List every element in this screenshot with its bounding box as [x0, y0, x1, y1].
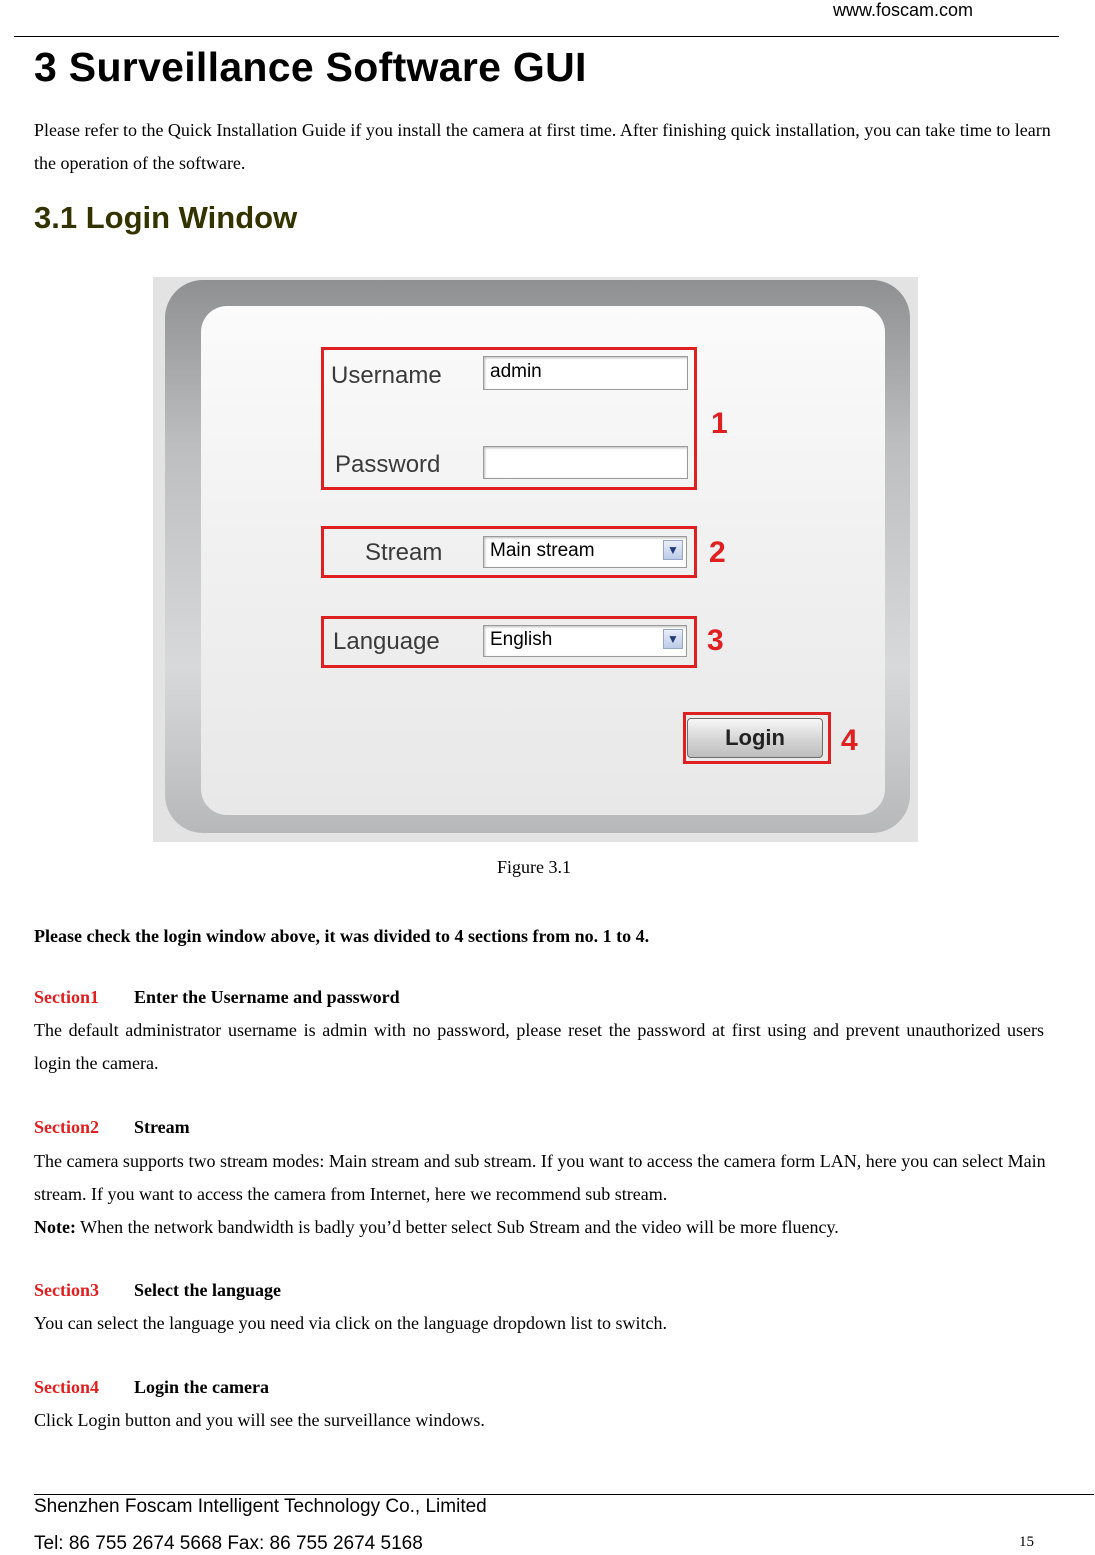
marker-4: 4: [841, 724, 858, 757]
footer-rule: [34, 1494, 1094, 1495]
section2-tag: Section2: [34, 1117, 99, 1137]
section4-tag: Section4: [34, 1377, 99, 1397]
section-title: 3.1 Login Window: [34, 200, 298, 235]
username-label: Username: [331, 362, 442, 389]
password-input[interactable]: [483, 446, 688, 479]
section2-note: [34, 1211, 1074, 1244]
login-panel-frame: [165, 280, 910, 833]
section4-title: Login the camera: [134, 1377, 269, 1397]
section4-body: Click Login button and you will see the surveillance windows.: [34, 1410, 485, 1430]
section3-body: You can select the language you need via click on the language dropdown list to switch.: [34, 1313, 668, 1333]
section1-tag: Section1: [34, 987, 99, 1007]
footer-contact: Tel: 86 755 2674 5668 Fax: 86 755 2674 5168: [34, 1533, 423, 1554]
note-label: Note:: [34, 1217, 76, 1237]
footer-company: Shenzhen Foscam Intelligent Technology Co., Limited: [34, 1496, 487, 1517]
chapter-title: 3 Surveillance Software GUI: [34, 44, 587, 90]
stream-value: Main stream: [490, 540, 595, 561]
stream-select[interactable]: [483, 536, 687, 568]
section3-title: Select the language: [134, 1280, 281, 1300]
login-button[interactable]: Login: [687, 718, 823, 758]
section2-body: The camera supports two stream modes: Main stream and sub stream. If you want to access the camera form LAN, here you can select Main stream. If you want to access the camera from Internet, here we recommend sub stream.: [34, 1151, 1046, 1204]
chevron-down-icon[interactable]: ▼: [663, 629, 683, 649]
marker-3: 3: [707, 624, 724, 657]
section1-body: The default administrator username is admin with no password, please reset the password at first using and prevent unauthorized users login the camera.: [34, 1020, 1044, 1073]
language-label: Language: [333, 628, 440, 655]
section2-heading: [34, 1117, 190, 1138]
chevron-down-icon[interactable]: ▼: [663, 540, 683, 560]
section1-title: Enter the Username and password: [134, 987, 400, 1007]
section4-heading: [34, 1377, 269, 1398]
page-number: 15: [1019, 1534, 1034, 1550]
login-window-figure: [153, 277, 918, 842]
site-url: www.foscam.com: [833, 0, 974, 20]
figure-caption: Figure 3.1: [497, 857, 571, 877]
language-value: English: [490, 629, 553, 650]
username-input[interactable]: admin: [483, 356, 688, 390]
header-rule: [14, 36, 1059, 37]
stream-label: Stream: [365, 539, 443, 566]
language-select[interactable]: [483, 625, 687, 657]
section3-heading: [34, 1280, 281, 1301]
marker-2: 2: [709, 536, 726, 569]
intro-paragraph: Please refer to the Quick Installation Guide if you install the camera at first time. After finishing quick installation, you can take time to learn the operation of the software.: [34, 120, 1051, 173]
section1-heading: [34, 987, 400, 1008]
section3-tag: Section3: [34, 1280, 99, 1300]
summary-text: Please check the login window above, it was divided to 4 sections from no. 1 to 4.: [34, 926, 650, 946]
password-label: Password: [335, 451, 441, 478]
note-text: When the network bandwidth is badly you’d better select Sub Stream and the video will be more fluency.: [75, 1217, 839, 1237]
marker-1: 1: [711, 407, 728, 440]
section2-title: Stream: [134, 1117, 190, 1137]
login-panel: [201, 306, 885, 815]
